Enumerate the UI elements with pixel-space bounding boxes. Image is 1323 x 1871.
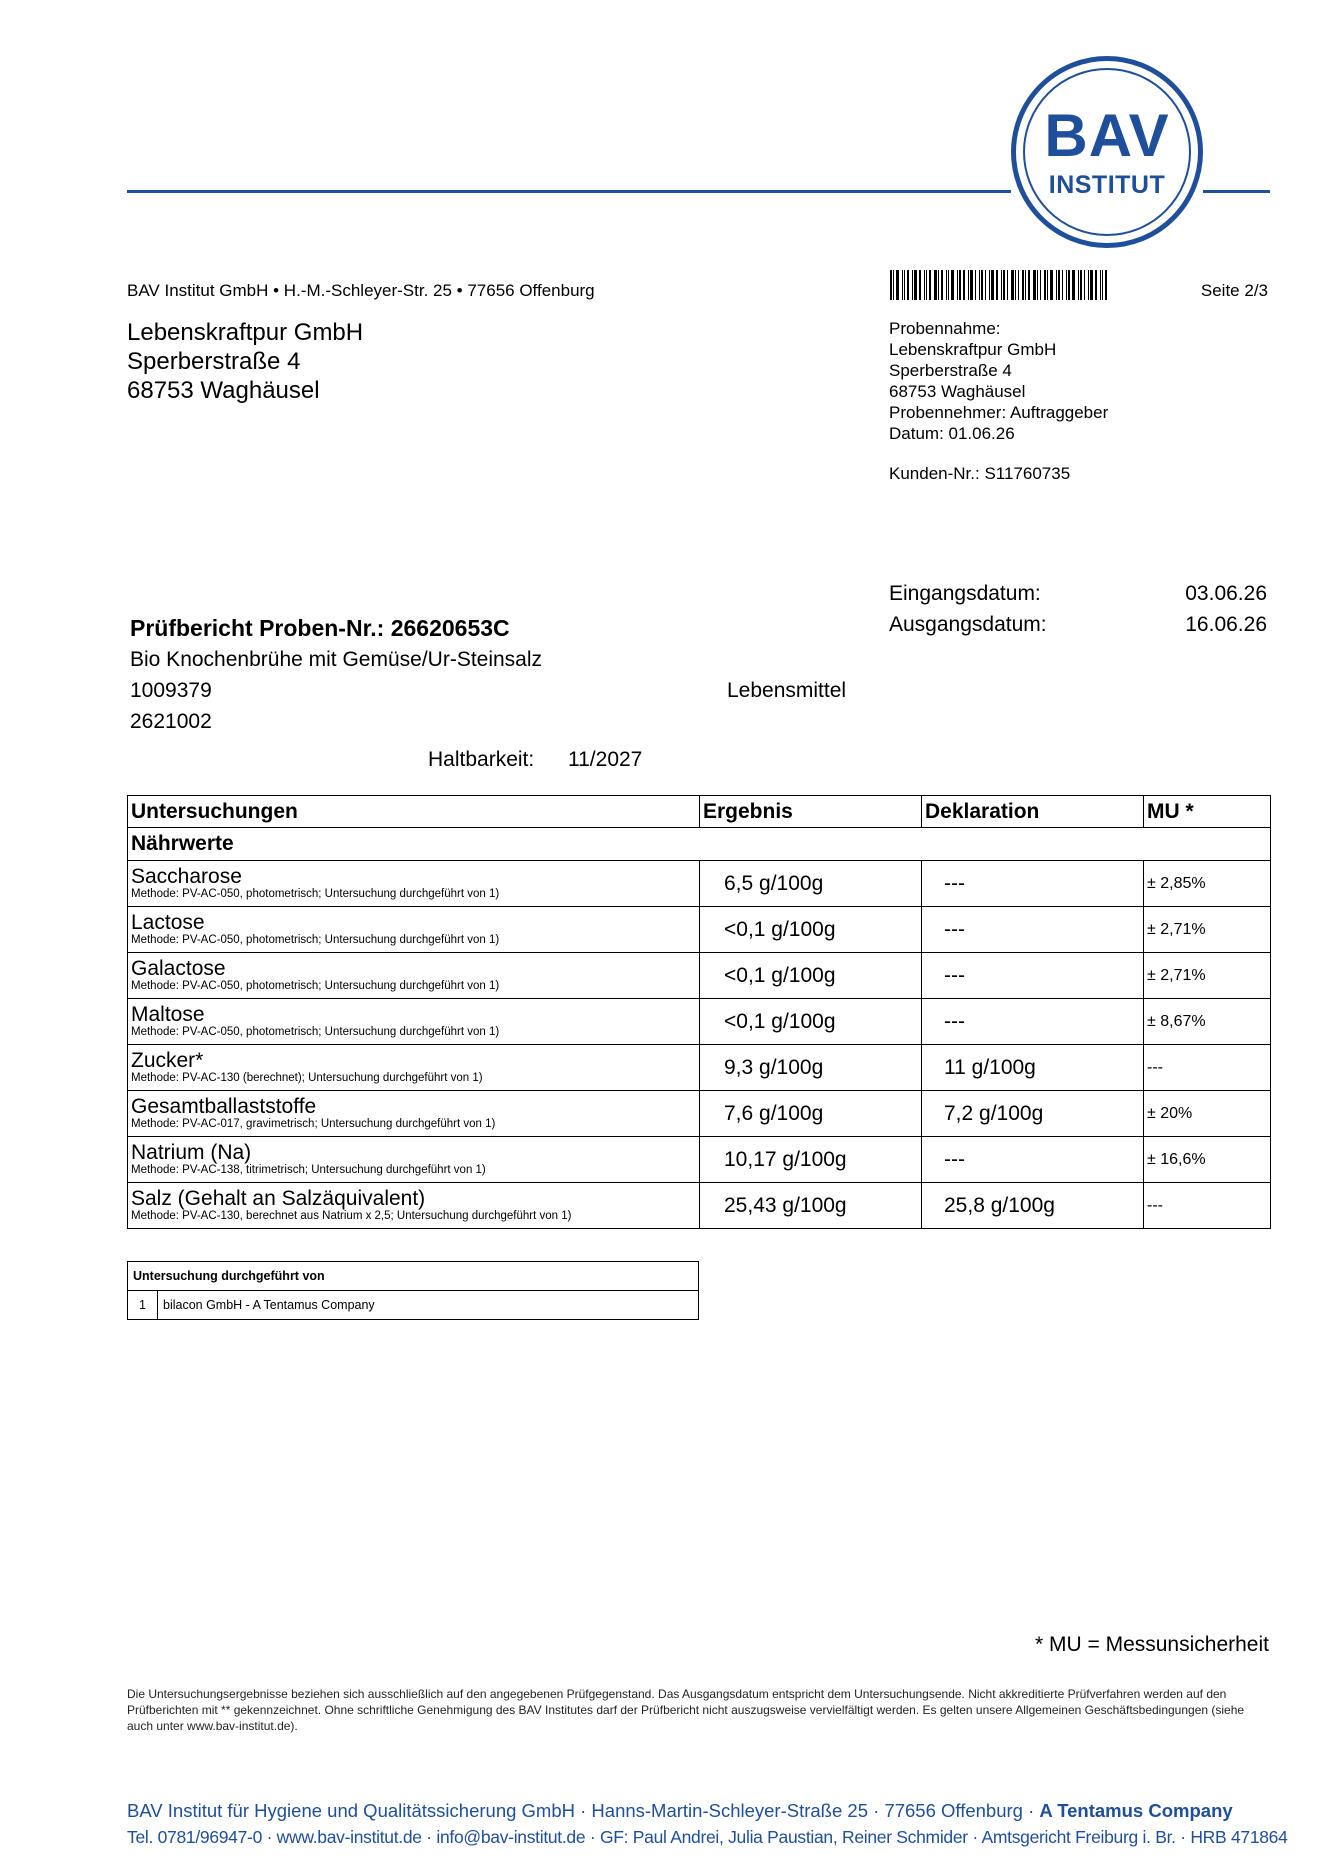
barcode-bar <box>996 270 998 300</box>
sampling-city: 68753 Waghäusel <box>889 382 1026 401</box>
barcode-bar <box>1028 270 1030 300</box>
barcode-bar <box>1072 270 1075 300</box>
barcode-bar <box>1095 270 1097 300</box>
analysis-name: Lactose <box>131 911 205 934</box>
result-value: 7,6 g/100g <box>700 1091 922 1137</box>
recipient-street: Sperberstraße 4 <box>127 348 301 375</box>
barcode-bar <box>1001 270 1002 300</box>
barcode-bar <box>1040 270 1041 300</box>
barcode-bar <box>951 270 954 300</box>
barcode-bar <box>1037 270 1038 300</box>
barcode-bar <box>1022 270 1024 300</box>
table-row <box>128 1183 1271 1229</box>
barcode-bar <box>1068 270 1070 300</box>
barcode-bar <box>948 270 949 300</box>
declaration-value: --- <box>922 999 1144 1045</box>
table-header-row <box>128 796 1271 828</box>
barcode-bar <box>1047 270 1048 300</box>
footer-line-2: Tel. 0781/96947-0 · www.bav-institut.de · info@bav-institut.de · GF: Paul Andrei, Julia Paustian, Reiner Schmider · Amtsgericht Freiburg i. Br. · HRB 471864 <box>127 1827 1288 1847</box>
analysis-method: Methode: PV-AC-130 (berechnet); Untersuchung durchgeführt von 1) <box>131 1072 483 1084</box>
mu-value: ± 2,71% <box>1144 953 1271 999</box>
barcode-bar <box>1025 270 1026 300</box>
analysis-method: Methode: PV-AC-017, gravimetrisch; Untersuchung durchgeführt von 1) <box>131 1118 496 1130</box>
table-row <box>128 999 1271 1045</box>
barcode-bar <box>1050 270 1053 300</box>
analysis-method: Methode: PV-AC-130, berechnet aus Natrium x 2,5; Untersuchung durchgeführt von 1) <box>131 1210 572 1222</box>
result-value: 9,3 g/100g <box>700 1045 922 1091</box>
sampling-date: Datum: 01.06.26 <box>889 424 1015 443</box>
barcode-bar <box>929 270 931 300</box>
barcode-bar <box>907 270 909 300</box>
barcode-bar <box>989 270 990 300</box>
performed-by-header-row <box>128 1262 699 1291</box>
footer-line-1 <box>127 1800 1233 1822</box>
table-row <box>128 953 1271 999</box>
analysis-name: Natrium (Na) <box>131 1141 252 1164</box>
product-category: Lebensmittel <box>727 679 847 702</box>
result-value: 10,17 g/100g <box>700 1137 922 1183</box>
barcode-bar <box>893 270 894 300</box>
analysis-method: Methode: PV-AC-050, photometrisch; Untersuchung durchgeführt von 1) <box>131 1026 500 1038</box>
mu-value: ± 8,67% <box>1144 999 1271 1045</box>
customer-number: Kunden-Nr.: S11760735 <box>889 464 1071 483</box>
sampling-name: Lebenskraftpur GmbH <box>889 340 1057 359</box>
incoming-date-value: 03.06.26 <box>1185 582 1267 605</box>
barcode-bar <box>1090 270 1093 300</box>
analysis-name: Zucker* <box>131 1049 204 1072</box>
analysis-cell <box>128 1091 700 1137</box>
barcode-bar <box>979 270 980 300</box>
barcode-bar <box>1084 270 1085 300</box>
analysis-method: Methode: PV-AC-050, photometrisch; Untersuchung durchgeführt von 1) <box>131 934 500 946</box>
page-number: Seite 2/3 <box>1200 281 1268 300</box>
footer-brand: A Tentamus Company <box>1039 1800 1233 1821</box>
mu-value: --- <box>1144 1183 1271 1229</box>
barcode-bar <box>991 270 994 300</box>
analysis-method: Methode: PV-AC-138, titrimetrisch; Untersuchung durchgeführt von 1) <box>131 1164 486 1176</box>
results-table <box>127 795 1271 1229</box>
barcode-bar <box>1011 270 1014 300</box>
barcode-bar <box>1007 270 1008 300</box>
mu-value: ± 2,71% <box>1144 907 1271 953</box>
header-untersuchungen: Untersuchungen <box>128 796 700 828</box>
analysis-name: Salz (Gehalt an Salzäquivalent) <box>131 1187 426 1210</box>
table-row <box>128 1091 1271 1137</box>
mu-value: ± 20% <box>1144 1091 1271 1137</box>
performed-by-lab: bilacon GmbH - A Tentamus Company <box>158 1291 699 1320</box>
disclaimer: Die Untersuchungsergebnisse beziehen sich ausschließlich auf den angegebenen Prüfgegenstand. Das Ausgangsdatum entspricht dem Untersuchungsende. Nicht akkreditierte Prüfverfahren werden auf den Prüfberichten mit ** gekennzeichnet. Ohne schriftliche Genehmigung des BAV Institutes darf der Prüfbericht nicht auszugsweise vervielfältigt werden. Es gelten unsere Allgemeinen Geschäftsbedingungen (siehe auch unter www.bav-institut.de). <box>127 1687 1245 1733</box>
mu-note: * MU = Messunsicherheit <box>1034 1633 1269 1656</box>
barcode-bar <box>904 270 905 300</box>
mu-value: --- <box>1144 1045 1271 1091</box>
sender-line: BAV Institut GmbH • H.-M.-Schleyer-Str. 25 • 77656 Offenburg <box>127 281 595 300</box>
analysis-name: Maltose <box>131 1003 205 1026</box>
barcode-bar <box>926 270 927 300</box>
table-row <box>128 1137 1271 1183</box>
barcode-bar <box>1044 270 1046 300</box>
analysis-name: Gesamtballaststoffe <box>131 1095 317 1118</box>
result-value: <0,1 g/100g <box>700 999 922 1045</box>
barcode-bar <box>1058 270 1060 300</box>
declaration-value: --- <box>922 907 1144 953</box>
barcode-bar <box>959 270 961 300</box>
performed-by-table <box>127 1261 699 1320</box>
analysis-cell <box>128 1137 700 1183</box>
barcode-bar <box>970 270 973 300</box>
header-ergebnis: Ergebnis <box>700 796 922 828</box>
barcode <box>890 270 1110 300</box>
mu-value: ± 2,85% <box>1144 861 1271 907</box>
group-label: Nährwerte <box>128 828 1271 861</box>
barcode-bar <box>1015 270 1016 300</box>
analysis-cell <box>128 907 700 953</box>
barcode-bar <box>1033 270 1036 300</box>
logo-text-institut: INSTITUT <box>1048 171 1166 199</box>
analysis-method: Methode: PV-AC-050, photometrisch; Untersuchung durchgeführt von 1) <box>131 980 500 992</box>
declaration-value: 7,2 g/100g <box>922 1091 1144 1137</box>
declaration-value: --- <box>922 861 1144 907</box>
barcode-bar <box>1102 270 1103 300</box>
shelf-life-value: 11/2027 <box>568 748 643 771</box>
analysis-cell <box>128 999 700 1045</box>
barcode-bar <box>1078 270 1079 300</box>
barcode-bar <box>963 270 965 300</box>
barcode-bar <box>946 270 947 300</box>
outgoing-date-value: 16.06.26 <box>1185 613 1267 636</box>
product-id-2: 2621002 <box>130 710 212 733</box>
bav-logo <box>1011 56 1203 248</box>
barcode-bar <box>968 270 969 300</box>
barcode-bar <box>975 270 976 300</box>
barcode-bar <box>1080 270 1082 300</box>
analysis-name: Galactose <box>131 957 226 980</box>
barcode-bar <box>1105 270 1107 300</box>
barcode-bar <box>1100 270 1101 300</box>
incoming-date-label: Eingangsdatum: <box>889 582 1041 605</box>
analysis-method: Methode: PV-AC-050, photometrisch; Untersuchung durchgeführt von 1) <box>131 888 500 900</box>
sampling-street: Sperberstraße 4 <box>889 361 1012 380</box>
barcode-bar <box>914 270 917 300</box>
barcode-bar <box>981 270 983 300</box>
barcode-bar <box>941 270 943 300</box>
shelf-life-label: Haltbarkeit: <box>428 748 535 771</box>
barcode-bar <box>1056 270 1057 300</box>
product-name: Bio Knochenbrühe mit Gemüse/Ur-Steinsalz <box>130 648 543 671</box>
sampling-heading: Probennahme: <box>889 319 1001 338</box>
barcode-bar <box>890 270 892 300</box>
sampler: Probennehmer: Auftraggeber <box>889 403 1109 422</box>
performed-by-row <box>128 1291 699 1320</box>
analysis-name: Saccharose <box>131 865 242 888</box>
table-row <box>128 1045 1271 1091</box>
header-mu: MU * <box>1144 796 1271 828</box>
table-row <box>128 861 1271 907</box>
product-id-1: 1009379 <box>130 679 212 702</box>
barcode-bar <box>1003 270 1005 300</box>
recipient-address <box>127 318 363 405</box>
barcode-bar <box>1062 270 1063 300</box>
barcode-bar <box>934 270 937 300</box>
barcode-bar <box>912 270 913 300</box>
result-value: 25,43 g/100g <box>700 1183 922 1229</box>
analysis-cell <box>128 1183 700 1229</box>
analysis-cell <box>128 1045 700 1091</box>
report-title: Prüfbericht Proben-Nr.: 26620653C <box>130 615 510 641</box>
barcode-bar <box>896 270 899 300</box>
barcode-bar <box>1088 270 1089 300</box>
barcode-bar <box>1066 270 1067 300</box>
declaration-value: --- <box>922 1137 1144 1183</box>
header-deklaration: Deklaration <box>922 796 1144 828</box>
performed-by-number: 1 <box>128 1291 158 1320</box>
barcode-bar <box>985 270 986 300</box>
outgoing-date-label: Ausgangsdatum: <box>889 613 1047 636</box>
declaration-value: 25,8 g/100g <box>922 1183 1144 1229</box>
logo-text-bav: BAV <box>1044 102 1170 169</box>
result-value: <0,1 g/100g <box>700 953 922 999</box>
header-rule-left <box>127 190 1011 193</box>
barcode-bar <box>1018 270 1019 300</box>
result-value: 6,5 g/100g <box>700 861 922 907</box>
barcode-bar <box>902 270 903 300</box>
barcode-bar <box>919 270 921 300</box>
barcode-bar <box>938 270 939 300</box>
analysis-cell <box>128 953 700 999</box>
declaration-value: --- <box>922 953 1144 999</box>
group-row <box>128 828 1271 861</box>
performed-by-heading: Untersuchung durchgeführt von <box>128 1262 699 1291</box>
result-value: <0,1 g/100g <box>700 907 922 953</box>
barcode-bar <box>924 270 925 300</box>
recipient-city: 68753 Waghäusel <box>127 377 320 404</box>
analysis-cell <box>128 861 700 907</box>
recipient-name: Lebenskraftpur GmbH <box>127 319 364 346</box>
table-row <box>128 907 1271 953</box>
barcode-bar <box>957 270 958 300</box>
sampling-info <box>889 318 1108 444</box>
declaration-value: 11 g/100g <box>922 1045 1144 1091</box>
header-rule-right <box>1203 190 1270 193</box>
footer-address: BAV Institut für Hygiene und Qualitätssicherung GmbH · Hanns-Martin-Schleyer-Straße 25 · 77656 Offenburg · <box>127 1800 1035 1821</box>
mu-value: ± 16,6% <box>1144 1137 1271 1183</box>
